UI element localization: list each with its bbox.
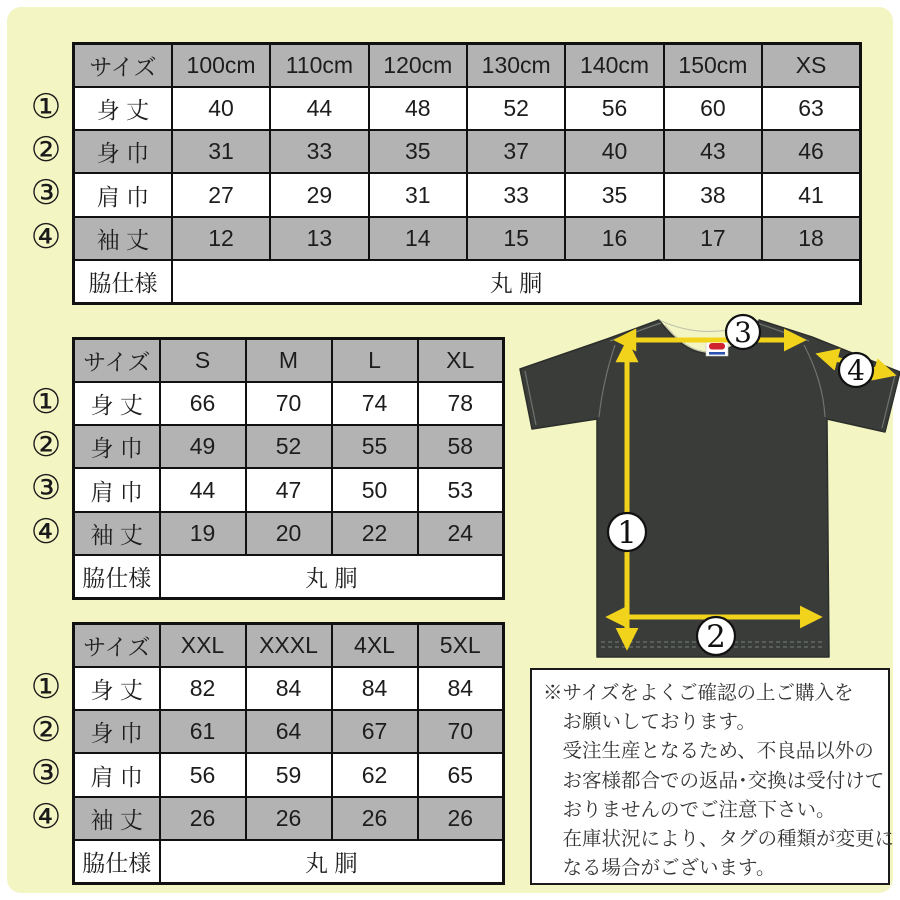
- size-row: [74, 512, 504, 555]
- size-value: 41: [762, 173, 860, 216]
- row-marker: ①: [30, 86, 62, 127]
- column-header: XXXL: [246, 624, 332, 667]
- column-header: 110cm: [270, 44, 368, 87]
- size-value: 84: [332, 667, 418, 710]
- row-marker: ①: [30, 666, 62, 707]
- column-header: 5XL: [418, 624, 504, 667]
- size-row: [74, 382, 504, 425]
- note-line: 在庫状況により、タグの種類が変更に: [562, 828, 895, 851]
- size-row: [74, 425, 504, 468]
- header-row: [74, 339, 504, 382]
- size-value: 31: [369, 173, 467, 216]
- note-line: おりませんのでご注意下さい。: [562, 798, 836, 821]
- side-spec-label: 脇仕様: [74, 555, 160, 598]
- column-header: S: [160, 339, 246, 382]
- column-header: M: [246, 339, 332, 382]
- note-line: ※サイズをよくご確認の上ご購入を: [543, 682, 854, 704]
- row-label: 袖 丈: [74, 797, 160, 840]
- size-row: [74, 173, 861, 216]
- size-value: 40: [172, 87, 270, 130]
- size-table-kids-wrap: [72, 42, 862, 305]
- column-header: 4XL: [332, 624, 418, 667]
- size-value: 19: [160, 512, 246, 555]
- size-value: 62: [332, 753, 418, 796]
- size-row: [74, 468, 504, 511]
- column-header: XS: [762, 44, 860, 87]
- row-marker: ③: [30, 753, 62, 794]
- size-value: 22: [332, 512, 418, 555]
- row-label: 肩 巾: [74, 468, 160, 511]
- label-body-length: 1: [617, 515, 637, 551]
- size-value: 67: [332, 710, 418, 753]
- size-value: 16: [565, 217, 663, 260]
- size-value: 44: [270, 87, 368, 130]
- row-markers-adult: [23, 380, 69, 553]
- purchase-notes-box: [530, 668, 895, 885]
- row-marker: ③: [30, 468, 62, 509]
- size-value: 56: [160, 753, 246, 796]
- side-spec-value: 丸 胴: [160, 555, 504, 598]
- row-marker: ①: [30, 381, 62, 422]
- size-value: 84: [418, 667, 504, 710]
- row-marker: ②: [30, 424, 62, 465]
- footer-row: [74, 260, 861, 303]
- row-label: 身 丈: [74, 667, 160, 710]
- column-header: L: [332, 339, 418, 382]
- size-value: 55: [332, 425, 418, 468]
- note-line: お客様都合での返品･交換は受付けて: [562, 769, 885, 792]
- row-label: 身 巾: [74, 710, 160, 753]
- size-value: 84: [246, 667, 332, 710]
- row-label: 袖 丈: [74, 217, 172, 260]
- size-value: 31: [172, 130, 270, 173]
- size-value: 65: [418, 753, 504, 796]
- row-marker: ④: [30, 216, 62, 257]
- column-header: 100cm: [172, 44, 270, 87]
- note-line: お願いしております。: [562, 711, 756, 734]
- size-value: 33: [467, 173, 565, 216]
- size-value: 70: [418, 710, 504, 753]
- size-table-big-wrap: [72, 622, 505, 885]
- side-spec-label: 脇仕様: [74, 260, 172, 303]
- size-row: [74, 667, 504, 710]
- size-chart-canvas: [7, 7, 893, 893]
- column-header: サイズ: [74, 624, 160, 667]
- size-value: 46: [762, 130, 860, 173]
- size-table-adult: [72, 337, 505, 600]
- size-value: 33: [270, 130, 368, 173]
- size-value: 37: [467, 130, 565, 173]
- tshirt-measure-diagram: [511, 309, 900, 665]
- footer-row: [74, 555, 504, 598]
- size-value: 35: [565, 173, 663, 216]
- row-label: 身 丈: [74, 87, 172, 130]
- size-value: 52: [467, 87, 565, 130]
- note-line: 受注生産となるため、不良品以外の: [562, 740, 874, 763]
- size-value: 58: [418, 425, 504, 468]
- size-value: 53: [418, 468, 504, 511]
- size-value: 24: [418, 512, 504, 555]
- column-header: 120cm: [369, 44, 467, 87]
- size-table-adult-wrap: [72, 337, 505, 600]
- size-row: [74, 753, 504, 796]
- note-line: なる場合がございます。: [562, 857, 776, 880]
- column-header: 140cm: [565, 44, 663, 87]
- size-value: 26: [332, 797, 418, 840]
- size-value: 78: [418, 382, 504, 425]
- size-row: [74, 130, 861, 173]
- size-value: 59: [246, 753, 332, 796]
- row-label: 身 丈: [74, 382, 160, 425]
- size-value: 52: [246, 425, 332, 468]
- size-table-big: [72, 622, 505, 885]
- size-value: 38: [664, 173, 762, 216]
- size-row: [74, 797, 504, 840]
- header-row: [74, 44, 861, 87]
- size-value: 50: [332, 468, 418, 511]
- size-row: [74, 217, 861, 260]
- size-value: 40: [565, 130, 663, 173]
- size-value: 64: [246, 710, 332, 753]
- size-row: [74, 710, 504, 753]
- side-spec-value: 丸 胴: [172, 260, 861, 303]
- column-header: XL: [418, 339, 504, 382]
- size-table-kids: [72, 42, 862, 305]
- row-label: 袖 丈: [74, 512, 160, 555]
- column-header: XXL: [160, 624, 246, 667]
- size-value: 74: [332, 382, 418, 425]
- size-value: 66: [160, 382, 246, 425]
- size-value: 44: [160, 468, 246, 511]
- column-header: サイズ: [74, 339, 160, 382]
- row-label: 身 巾: [74, 130, 172, 173]
- size-value: 60: [664, 87, 762, 130]
- size-value: 26: [160, 797, 246, 840]
- size-value: 18: [762, 217, 860, 260]
- row-label: 身 巾: [74, 425, 160, 468]
- size-value: 63: [762, 87, 860, 130]
- column-header: 150cm: [664, 44, 762, 87]
- size-value: 35: [369, 130, 467, 173]
- row-marker: ④: [30, 796, 62, 837]
- row-markers-big: [23, 665, 69, 838]
- size-value: 20: [246, 512, 332, 555]
- row-markers-kids: [23, 85, 69, 258]
- row-marker: ④: [30, 511, 62, 552]
- size-value: 27: [172, 173, 270, 216]
- label-body-width: 2: [706, 619, 726, 655]
- size-value: 70: [246, 382, 332, 425]
- size-value: 12: [172, 217, 270, 260]
- row-label: 肩 巾: [74, 173, 172, 216]
- size-value: 26: [246, 797, 332, 840]
- size-value: 13: [270, 217, 368, 260]
- row-label: 肩 巾: [74, 753, 160, 796]
- size-value: 82: [160, 667, 246, 710]
- size-value: 29: [270, 173, 368, 216]
- column-header: 130cm: [467, 44, 565, 87]
- size-value: 43: [664, 130, 762, 173]
- label-sleeve-length: 4: [847, 354, 865, 387]
- size-value: 49: [160, 425, 246, 468]
- row-marker: ②: [30, 709, 62, 750]
- size-value: 26: [418, 797, 504, 840]
- size-value: 14: [369, 217, 467, 260]
- header-row: [74, 624, 504, 667]
- row-marker: ②: [30, 129, 62, 170]
- label-shoulder-width: 3: [734, 316, 752, 349]
- size-value: 56: [565, 87, 663, 130]
- side-spec-value: 丸 胴: [160, 840, 504, 883]
- size-value: 47: [246, 468, 332, 511]
- size-value: 17: [664, 217, 762, 260]
- footer-row: [74, 840, 504, 883]
- side-spec-label: 脇仕様: [74, 840, 160, 883]
- size-row: [74, 87, 861, 130]
- size-value: 61: [160, 710, 246, 753]
- size-value: 48: [369, 87, 467, 130]
- size-value: 15: [467, 217, 565, 260]
- row-marker: ③: [30, 173, 62, 214]
- column-header: サイズ: [74, 44, 172, 87]
